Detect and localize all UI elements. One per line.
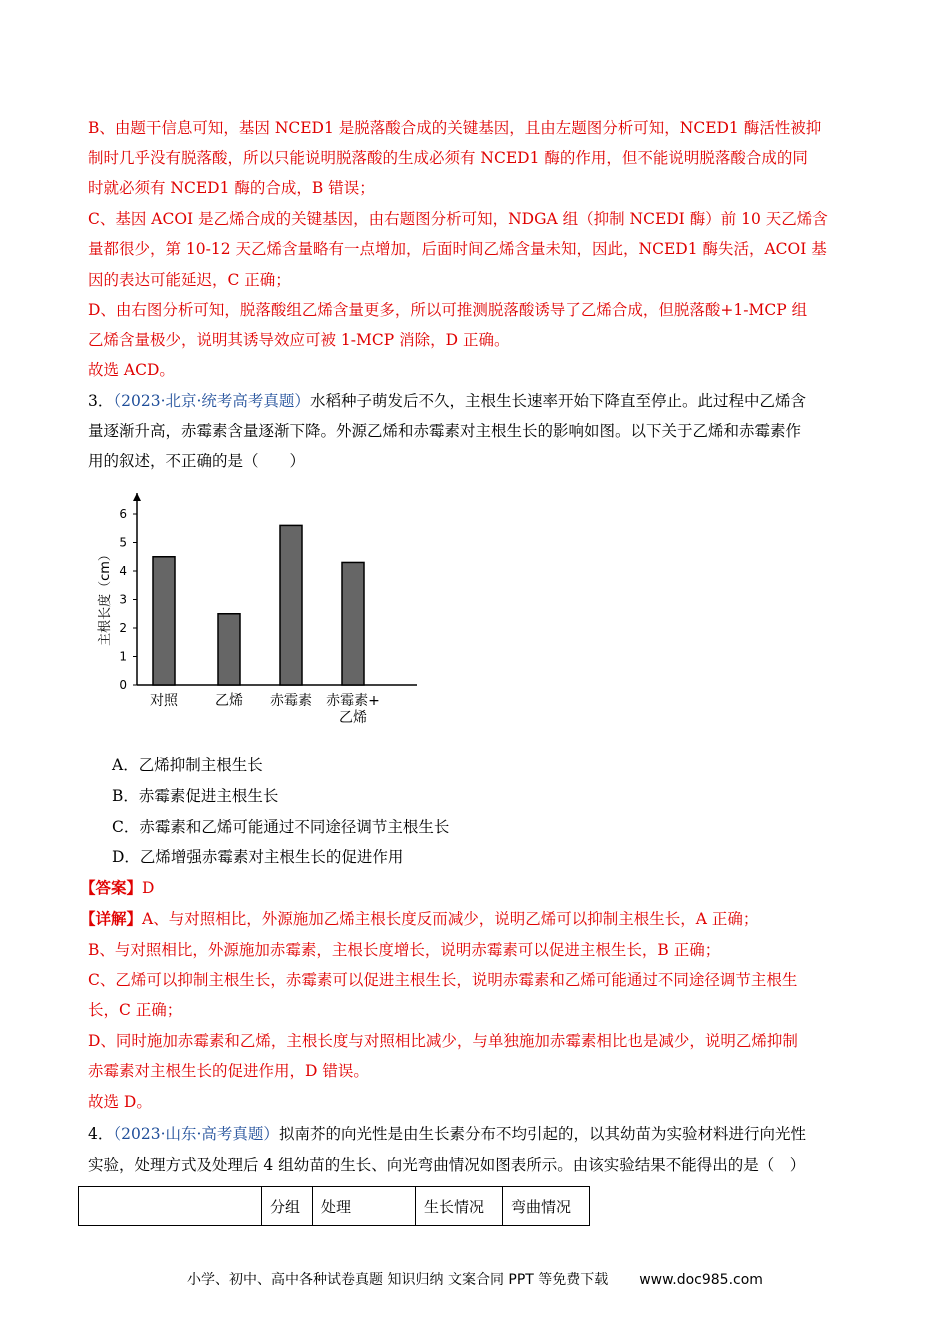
question-number: 3． — [88, 392, 114, 410]
footer-url: www.doc985.com — [639, 1272, 763, 1288]
explanation-line: 因的表达可能延迟，C 正确； — [88, 271, 291, 289]
y-axis-label: 主根长度（cm） — [98, 548, 113, 646]
answer-label: 【答案】 — [80, 878, 143, 897]
detail-line — [80, 909, 758, 929]
x-category-label: 乙烯 — [339, 710, 367, 726]
option-d: D．乙烯增强赤霉素对主根生长的促进作用 — [112, 848, 404, 866]
bar — [280, 525, 302, 685]
table-header-cell: 生长情况 — [416, 1187, 503, 1226]
explanation-line: B、由题干信息可知，基因 NCED1 是脱落酸合成的关键基因，且由左题图分析可知，NCED1 酶活性被抑 — [88, 119, 822, 137]
x-category-label: 对照 — [150, 693, 178, 709]
detail-line: 长，C 正确； — [88, 1001, 183, 1019]
explanation-line: 制时几乎没有脱落酸，所以只能说明脱落酸的生成必须有 NCED1 酶的作用，但不能说明脱落酸合成的同 — [88, 149, 808, 167]
final-choice: 故选 ACD。 — [88, 361, 175, 379]
table-header-cell: 弯曲情况 — [503, 1187, 590, 1226]
bar — [342, 562, 364, 685]
table-header-cell — [79, 1187, 262, 1226]
question-number: 4． — [88, 1125, 114, 1143]
y-tick-label: 3 — [119, 592, 127, 607]
footer-text: 小学、初中、高中各种试卷真题 知识归纳 文案合同 PPT 等免费下载 — [187, 1272, 609, 1288]
final-choice: 故选 D。 — [88, 1093, 152, 1111]
bar-chart — [95, 485, 425, 735]
x-category-label: 赤霉素 — [270, 693, 312, 709]
y-axis-arrow — [133, 493, 141, 501]
detail-line: B、与对照相比，外源施加赤霉素，主根长度增长，说明赤霉素可以促进主根生长，B 正确； — [88, 941, 721, 959]
y-tick-label: 4 — [119, 564, 127, 578]
question-3-stem-line: 用的叙述，不正确的是（ ） — [88, 452, 306, 470]
detail-line: D、同时施加赤霉素和乙烯，主根长度与对照相比减少，与单独施加赤霉素相比也是减少，说明乙烯抑制 — [88, 1032, 798, 1050]
explanation-line: 乙烯含量极少，说明其诱导效应可被 1-MCP 消除，D 正确。 — [88, 331, 510, 349]
table-header-cell: 分组 — [262, 1187, 313, 1226]
question-source: （2023·山东·高考真题） — [113, 1125, 279, 1143]
option-c: C．赤霉素和乙烯可能通过不同途径调节主根生长 — [112, 818, 450, 836]
question-3-stem-line: 量逐渐升高，赤霉素含量逐渐下降。外源乙烯和赤霉素对主根生长的影响如图。以下关于乙烯和赤霉素作 — [88, 422, 802, 440]
y-tick-label: 1 — [119, 649, 127, 664]
detail-text: A、与对照相比，外源施加乙烯主根长度反而减少，说明乙烯可以抑制主根生长，A 正确； — [142, 910, 759, 928]
detail-line: C、乙烯可以抑制主根生长，赤霉素可以促进主根生长，说明赤霉素和乙烯可能通过不同途径调节主根生 — [88, 971, 798, 989]
y-tick-label: 5 — [119, 535, 127, 550]
x-category-label: 赤霉素+ — [326, 693, 380, 709]
question-text: 拟南芥的向光性是由生长素分布不均引起的，以其幼苗为实验材料进行向光性 — [278, 1125, 806, 1143]
page-footer — [0, 1269, 950, 1289]
explanation-line: C、基因 ACOI 是乙烯合成的关键基因，由右题图分析可知，NDGA 组（抑制 NCEDI 酶）前 10 天乙烯含 — [88, 210, 828, 228]
option-b: B．赤霉素促进主根生长 — [112, 787, 279, 805]
x-category-label: 乙烯 — [215, 693, 243, 709]
bar — [218, 614, 240, 685]
question-4-stem-line-1 — [88, 1124, 806, 1144]
question-4-table — [78, 1186, 590, 1226]
question-text: 水稻种子萌发后不久，主根生长速率开始下降直至停止。此过程中乙烯含 — [309, 392, 806, 410]
y-tick-label: 2 — [119, 621, 127, 635]
explanation-line: D、由右图分析可知，脱落酸组乙烯含量更多，所以可推测脱落酸诱导了乙烯合成，但脱落酸+1-MCP 组 — [88, 301, 808, 319]
option-a: A．乙烯抑制主根生长 — [112, 756, 263, 774]
answer-value: D — [142, 879, 155, 897]
explanation-line: 量都很少，第 10-12 天乙烯含量略有一点增加，后面时间乙烯含量未知，因此，NCED1 酶失活，ACOI 基 — [88, 240, 827, 258]
y-tick-label: 0 — [119, 678, 127, 692]
table-header-cell: 处理 — [313, 1187, 416, 1226]
answer-line — [80, 878, 154, 898]
y-tick-label: 6 — [119, 507, 127, 521]
explanation-line: 时就必须有 NCED1 酶的合成，B 错误； — [88, 179, 375, 197]
question-source: （2023·北京·统考高考真题） — [113, 392, 310, 410]
bar — [153, 557, 175, 685]
detail-line: 赤霉素对主根生长的促进作用，D 错误。 — [88, 1062, 369, 1080]
table-header-row — [79, 1187, 590, 1226]
question-4-stem-line: 实验，处理方式及处理后 4 组幼苗的生长、向光弯曲情况如图表所示。由该实验结果不能得出的是（ ） — [88, 1156, 806, 1174]
detail-label: 【详解】 — [80, 909, 143, 928]
question-3-stem-line-1 — [88, 391, 806, 411]
